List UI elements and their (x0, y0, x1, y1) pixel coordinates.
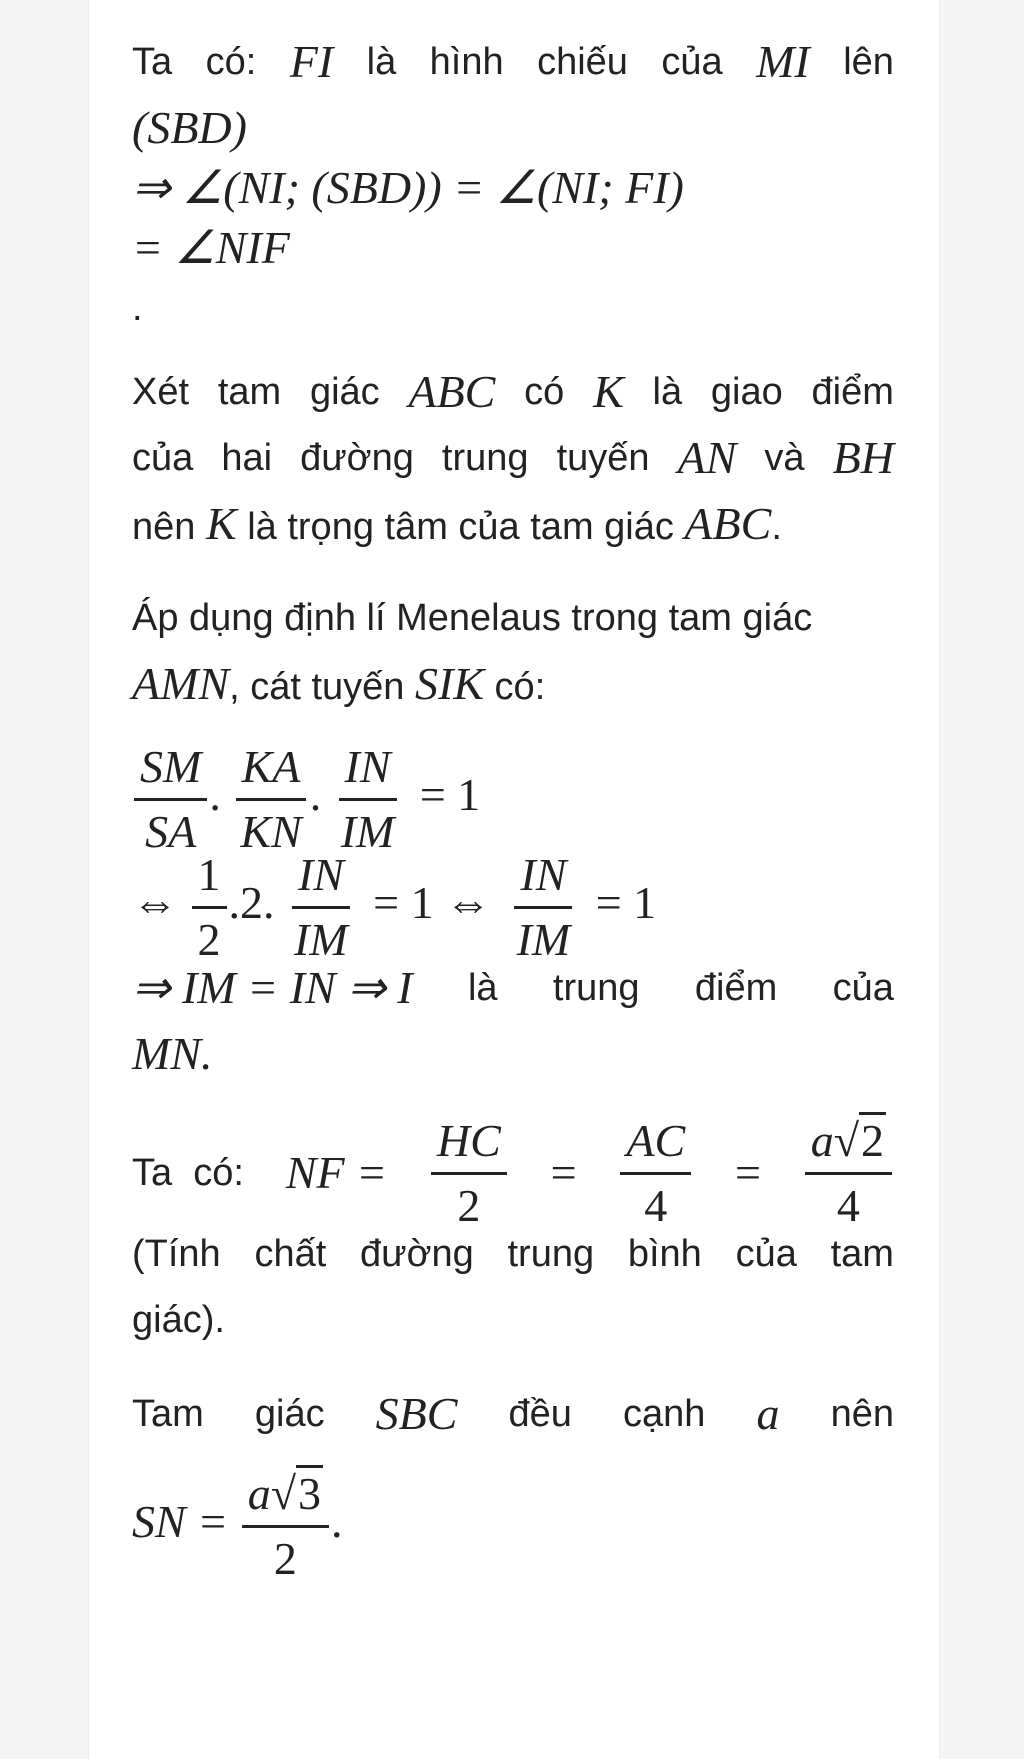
word: hình (429, 41, 504, 83)
math-SBC: SBC (375, 1388, 458, 1439)
word: điểm (811, 371, 894, 413)
equals: = (550, 1147, 577, 1198)
math-a: a (756, 1388, 780, 1439)
math-angle-NIF: = ∠NIF (132, 222, 290, 273)
p3-line1: Áp dụng định lí Menelaus trong tam giác (132, 597, 813, 639)
math-BH: BH (832, 432, 894, 483)
word: Xét (132, 371, 190, 413)
fraction-half: $\frac{1}{2}$ (192, 848, 227, 967)
p2-line1 (132, 366, 894, 418)
period: . (132, 287, 143, 329)
fraction-HC-2: $\frac{HC}{2}$ (431, 1114, 507, 1233)
word: giác (254, 1393, 325, 1435)
period: . (330, 1496, 343, 1547)
word: tam (830, 1233, 894, 1275)
iff-symbol: ⇔ (132, 877, 178, 929)
word: hai (221, 437, 273, 479)
text: có: (484, 666, 546, 708)
word: trung (441, 437, 529, 479)
word: đường (360, 1233, 474, 1275)
p1-line1 (132, 36, 894, 88)
math-ABC: ABC (684, 498, 772, 549)
math-SBD: (SBD) (132, 102, 247, 153)
word: Ta (132, 41, 173, 83)
sn-equation (132, 1462, 894, 1582)
word: là (366, 41, 397, 83)
math-K: K (593, 366, 624, 417)
menelaus-simplify (132, 848, 894, 965)
mult-two: .2. (228, 877, 275, 929)
word: (Tính (132, 1233, 221, 1275)
word: chiếu (537, 41, 628, 83)
p5-line1 (132, 1388, 894, 1440)
nf-equation (132, 1114, 894, 1231)
p4-line3: giác). (132, 1299, 225, 1341)
word: là (652, 371, 683, 413)
fraction-SM-SA: $\frac{SM}{SA}$ (134, 740, 207, 859)
word: trung (552, 967, 640, 1009)
word: đường (300, 437, 414, 479)
word: điểm (694, 967, 778, 1009)
fraction-IN-IM: $\frac{IN}{IM}$ (335, 740, 401, 859)
math-SIK: SIK (415, 658, 484, 709)
math-ABC: ABC (408, 366, 496, 417)
math-NF: NF = (285, 1147, 388, 1198)
word: trung (507, 1233, 595, 1275)
text: nên (132, 506, 206, 548)
word: đều (508, 1393, 572, 1435)
word: của (832, 967, 894, 1009)
word: giao (710, 371, 783, 413)
word: cạnh (623, 1393, 706, 1435)
equals-one-iff: = 1 ⇔ (373, 877, 492, 929)
p2-line3 (132, 498, 894, 553)
word: và (764, 437, 805, 479)
word: là (467, 967, 498, 1009)
math-MN: MN. (132, 1028, 213, 1079)
fraction-a-sqrt3-over-2: $\frac{a√3}{2}$ (242, 1467, 329, 1586)
word: lên (843, 41, 894, 83)
math-AN: AN (677, 432, 737, 483)
fraction-a-sqrt2-over-4: $\frac{a√2}{4}$ (805, 1114, 892, 1233)
menelaus-equation: $\frac{SM}{SA}$ . $\frac{KA}{KN}$ . $\frac{IN}{IM}$ = 1 (132, 740, 894, 850)
word: bình (627, 1233, 702, 1275)
word: tuyến (556, 437, 650, 479)
word: của (735, 1233, 797, 1275)
math-IM-IN: ⇒ IM = IN ⇒ I (132, 962, 413, 1013)
word: nên (830, 1393, 894, 1435)
math-angle-eq: ⇒ ∠(NI; (SBD)) = ∠(NI; FI) (132, 162, 684, 213)
math-K: K (205, 498, 237, 549)
word: giác (309, 371, 380, 413)
math-FI: FI (289, 36, 334, 87)
fraction-AC-4: $\frac{AC}{4}$ (620, 1114, 691, 1233)
math-AMN: AMN (132, 658, 230, 709)
word: chất (254, 1233, 327, 1275)
word: có (524, 371, 565, 413)
math-MI: MI (756, 36, 810, 87)
word: của (661, 41, 723, 83)
equals-one: = 1 (419, 769, 481, 821)
fraction-KA-KN: $\frac{KA}{KN}$ (234, 740, 307, 859)
text: là trọng tâm của tam giác (236, 506, 685, 548)
p4-line2 (132, 1228, 894, 1280)
fraction-IN-IM: $\frac{IN}{IM}$ (511, 848, 577, 967)
word: tam (217, 371, 282, 413)
midpoint-line1 (132, 962, 894, 1014)
fraction-IN-IM: $\frac{IN}{IM}$ (288, 848, 354, 967)
text: . (771, 506, 782, 548)
equals: = (734, 1147, 761, 1198)
equals-one: = 1 (595, 877, 657, 929)
word: của (132, 437, 194, 479)
math-SN: SN = (132, 1496, 229, 1547)
word: có: (205, 41, 257, 83)
text: , cát tuyến (229, 666, 415, 708)
text: Ta có: (132, 1152, 244, 1194)
word: Tam (132, 1393, 204, 1435)
p3-line2 (132, 658, 894, 713)
p2-line2 (132, 432, 894, 484)
